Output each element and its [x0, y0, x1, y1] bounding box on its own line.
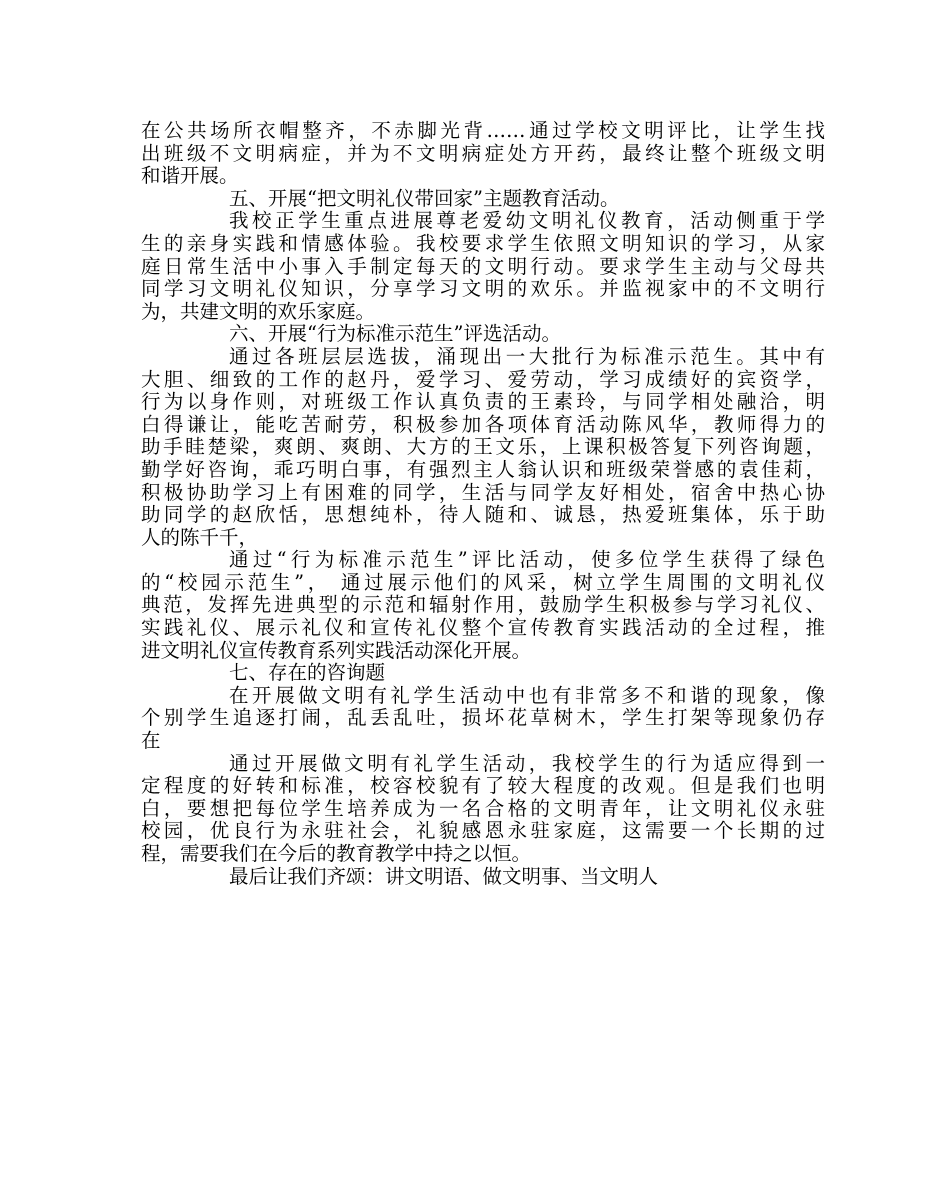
document-page — [141, 120, 825, 888]
text-line: 典范，发挥先进典型的示范和辐射作用，鼓励学生积极参与学习礼仪、 — [141, 593, 825, 617]
text-line: 我校正学生重点进展尊老爱幼文明礼仪教育，活动侧重于学 — [229, 209, 825, 233]
text-line: 通过开展做文明有礼学生活动，我校学生的行为适应得到一 — [229, 751, 825, 775]
text-line: 校园，优良行为永驻社会，礼貌感恩永驻家庭，这需要一个长期的过 — [141, 819, 825, 843]
text-line: 的“校园示范生”， 通过展示他们的风采，树立学生周围的文明礼仪 — [141, 570, 825, 594]
text-line: 进文明礼仪宣传教育系列实践活动深化开展。 — [141, 638, 532, 662]
text-line: 生的亲身实践和情感体验。我校要求学生依照文明知识的学习，从家 — [141, 231, 825, 255]
text-line: 庭日常生活中小事入手制定每天的文明行动。要求学生主动与父母共 — [141, 254, 825, 278]
text-line: 白，要想把每位学生培养成为一名合格的文明青年，让文明礼仪永驻 — [141, 796, 825, 820]
section-heading: 七、存在的咨询题 — [229, 661, 386, 685]
text-line: 行为以身作则，对班级工作认真负责的王素玲，与同学相处融洽，明 — [141, 390, 825, 414]
text-line: 助手眭楚梁，爽朗、爽朗、大方的王文乐，上课积极答复下列咨询题， — [141, 435, 825, 459]
text-line: 大胆、细致的工作的赵丹，爱学习、爱劳动，学习成绩好的宾资学， — [141, 367, 825, 391]
text-line: 为，共建文明的欢乐家庭。 — [141, 299, 376, 323]
text-line: 和谐开展。 — [141, 164, 239, 188]
text-line: 通过各班层层选拔，涌现出一大批行为标准示范生。其中有 — [229, 344, 825, 368]
text-line: 在开展做文明有礼学生活动中也有非常多不和谐的现象，像 — [229, 683, 825, 707]
text-line: 通过“行为标准示范生”评比活动，使多位学生获得了绿色 — [229, 548, 825, 572]
text-line: 定程度的好转和标准，校容校貌有了较大程度的改观。但是我们也明 — [141, 774, 825, 798]
text-line: 出班级不文明病症，并为不文明病症处方开药，最终让整个班级文明 — [141, 141, 825, 165]
text-line: 人的陈千千， — [141, 525, 259, 549]
text-line: 助同学的赵欣恬，思想纯朴，待人随和、诚恳，热爱班集体，乐于助 — [141, 503, 825, 527]
text-line: 在 — [141, 729, 161, 753]
text-line: 个别学生追逐打闹，乱丢乱吐，损坏花草树木，学生打架等现象仍存 — [141, 706, 825, 730]
section-heading: 六、开展“行为标准示范生”评选活动。 — [229, 322, 561, 346]
text-line: 在公共场所衣帽整齐，不赤脚光背……通过学校文明评比，让学生找 — [141, 119, 825, 142]
closing-line: 最后让我们齐颂：讲文明语、做文明事、当文明人 — [229, 864, 659, 888]
text-line: 勤学好咨询，乖巧明白事，有强烈主人翁认识和班级荣誉感的袁佳莉， — [141, 457, 825, 481]
text-line: 同学习文明礼仪知识，分享学习文明的欢乐。并监视家中的不文明行 — [141, 277, 825, 301]
text-line: 实践礼仪、展示礼仪和宣传礼仪整个宣传教育实践活动的全过程，推 — [141, 616, 825, 640]
text-line: 积极协助学习上有困难的同学，生活与同学友好相处，宿舍中热心协 — [141, 480, 825, 504]
text-line: 白得谦让，能吃苦耐劳，积极参加各项体育活动陈风华，教师得力的 — [141, 412, 825, 436]
text-line: 程，需要我们在今后的教育教学中持之以恒。 — [141, 842, 532, 865]
section-heading: 五、开展“把文明礼仪带回家”主题教育活动。 — [229, 186, 620, 210]
